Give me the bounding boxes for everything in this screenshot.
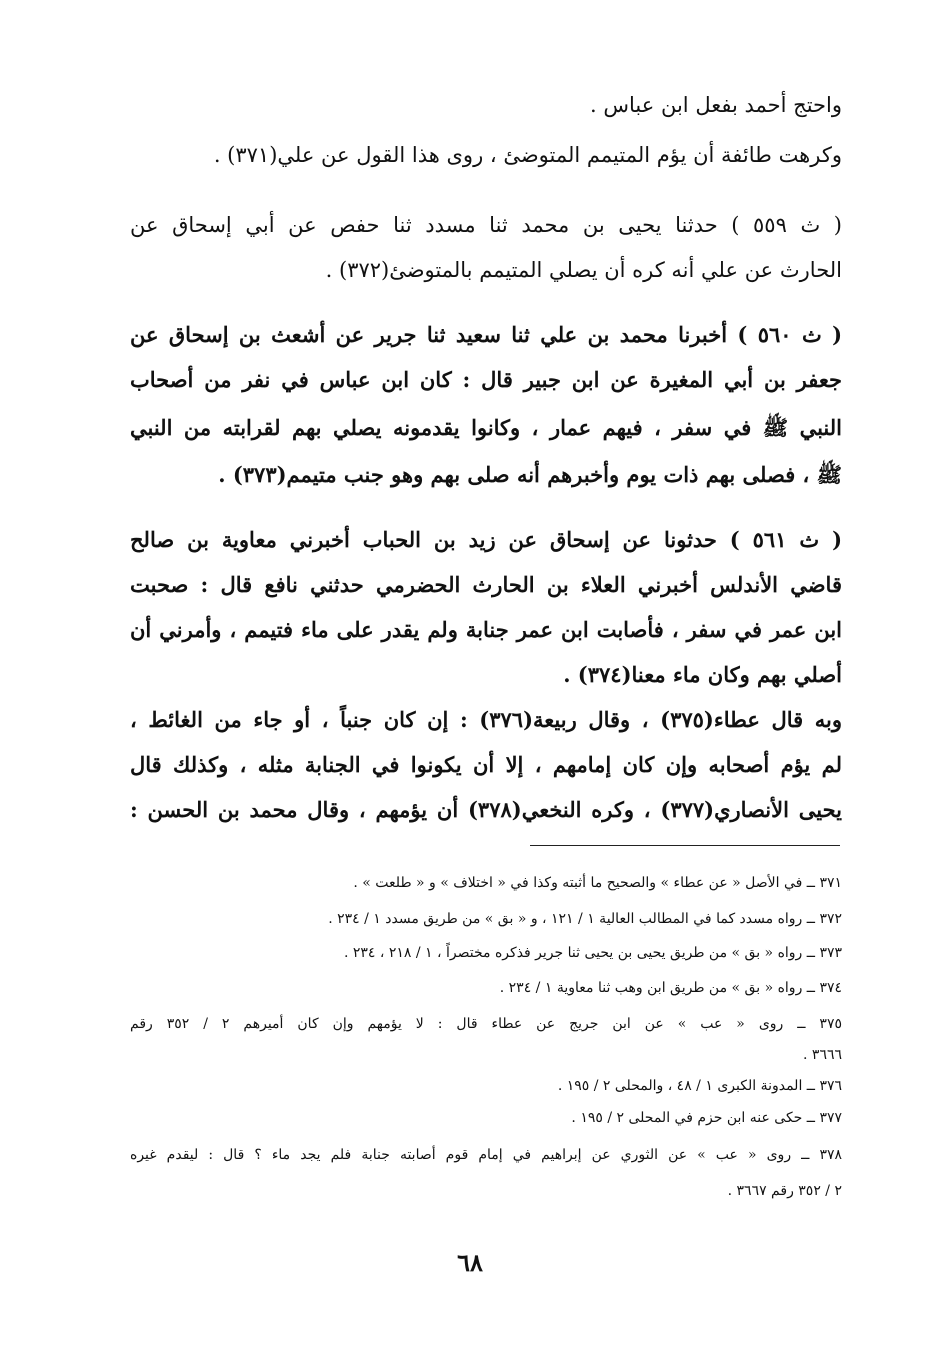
footnote: ٣٧٤ ــ رواه « بق » من طريق ابن وهب ثنا معاوية ١ / ٢٣٤ . — [499, 980, 842, 996]
text-line: ( ث ٥٥٩ ) حدثنا يحيى بن محمد ثنا مسدد ثنا حفص عن أبي إسحاق عن — [130, 213, 842, 237]
footnote: ٣٧٦ ــ المدونة الكبرى ١ / ٤٨ ، والمحلى ٢ / ١٩٥ . — [557, 1078, 842, 1094]
page-number: ٦٨ — [457, 1248, 483, 1277]
footnote: ٣٧٧ ــ حكى عنه ابن حزم في المحلى ٢ / ١٩٥ . — [571, 1110, 842, 1126]
footnote: ٣٧٨ ــ روى « عب » عن الثوري عن إبراهيم في إمام قوم أصابته جنابة فلم يجد ماء ؟ قال : ليقدم غيره — [130, 1147, 842, 1163]
footnote-separator — [530, 845, 840, 846]
footnote-continuation: ٣٦٦٦ . — [803, 1047, 842, 1063]
text-line: لم يؤم أصحابه وإن كان إمامهم ، إلا أن يكونوا في الجنابة مثله ، وكذلك قال — [130, 752, 842, 777]
text-line: وبه قال عطاء(٣٧٥) ، وقال ربيعة(٣٧٦) : إن كان جنباً ، أو جاء من الغائط ، — [130, 707, 842, 732]
text-line: جعفر بن أبي المغيرة عن ابن جبير قال : كان ابن عباس في نفر من أصحاب — [130, 367, 842, 392]
text-line: أصلي بهم وكان ماء معنا(٣٧٤) . — [563, 662, 842, 687]
text-line: يحيى الأنصاري(٣٧٧) ، وكره النخعي(٣٧٨) أن يؤمهم ، وقال محمد بن الحسن : — [130, 797, 842, 822]
footnote: ٣٧٢ ــ رواه مسدد كما في المطالب العالية ١ / ١٢١ ، و « بق » من طريق مسدد ١ / ٢٣٤ . — [328, 911, 842, 927]
text-line: وكرهت طائفة أن يؤم المتيمم المتوضئ ، روى هذا القول عن علي(٣٧١) . — [213, 143, 842, 167]
text-line: ( ث ٥٦١ ) حدثونا عن إسحاق عن زيد بن الحباب أخبرني معاوية بن صالح — [130, 527, 842, 552]
footnote: ٣٧١ ــ في الأصل « عن عطاء » والصحيح ما أثبته وكذا في « اختلاف » و « طلعت » . — [353, 875, 842, 891]
text-line: ابن عمر في سفر ، فأصابت ابن عمر جنابة ولم يقدر على ماء فتيمم ، وأمرني أن — [130, 617, 842, 642]
text-line: ﷺ ، فصلى بهم ذات يوم وأخبرهم أنه صلى بهم وهو جنب متيمم(٣٧٣) . — [218, 462, 842, 487]
footnote: ٣٧٣ ــ رواه « بق » من طريق يحيى بن يحيى ثنا جرير فذكره مختصراً ، ١ / ٢١٨ ، ٢٣٤ . — [343, 945, 842, 961]
text-line: قاضي الأندلس أخبرني العلاء بن الحارث الحضرمي حدثني نافع قال : صحبت — [130, 572, 842, 597]
text-line: النبي ﷺ في سفر ، فيهم عمار ، وكانوا يقدمونه يصلي بهم لقرابته من النبي — [130, 415, 842, 440]
footnote: ٣٧٥ ــ روى « عب » عن ابن جريج عن عطاء قال : لا يؤمهم وإن كان أميرهم ٢ / ٣٥٢ رقم — [130, 1016, 842, 1032]
text-line: واحتج أحمد بفعل ابن عباس . — [590, 93, 842, 117]
text-line: الحارث عن علي أنه كره أن يصلي المتيمم بالمتوضئ(٣٧٢) . — [325, 258, 842, 282]
text-line: ( ث ٥٦٠ ) أخبرنا محمد بن علي ثنا سعيد ثنا جرير عن أشعث بن إسحاق عن — [130, 322, 842, 347]
footnote-continuation: ٢ / ٣٥٢ رقم ٣٦٦٧ . — [727, 1183, 842, 1199]
